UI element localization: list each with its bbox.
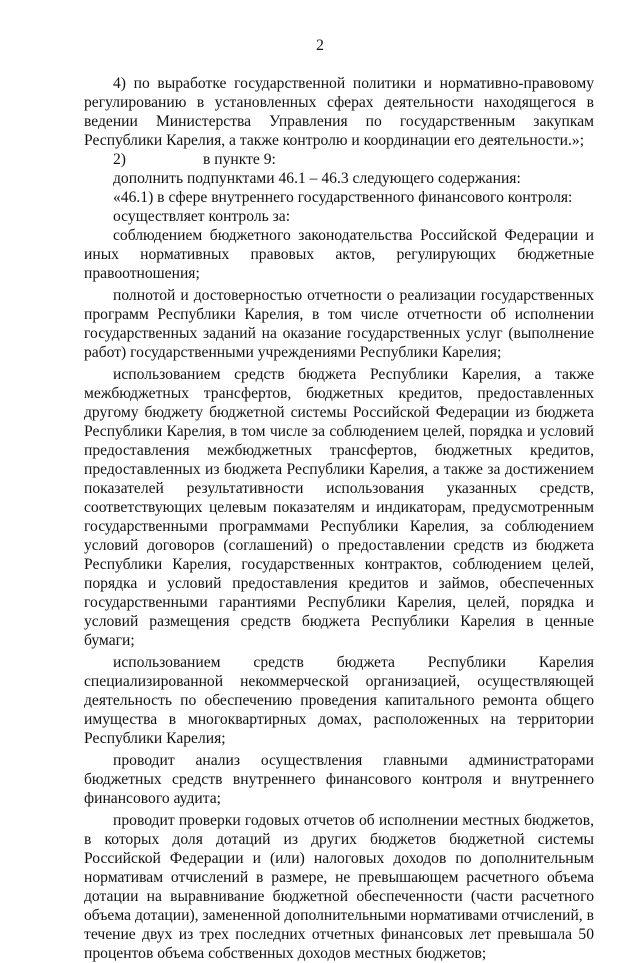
paragraph-amendment: дополнить подпунктами 46.1 – 46.3 следующего содержания: — [113, 170, 521, 187]
document-body — [84, 74, 594, 963]
paragraph-control-over: осуществляет контроль за: — [113, 208, 291, 225]
paragraph-capital-repair: использованием средств бюджета Республики Карелия специализированной некоммерческой организацией, осуществляющей деятельность по обеспечению проведения капитального ремонта общего имущества в многоквартирных домах, расположенных на территории Республики Карелия; — [84, 654, 594, 747]
paragraph-clause-4: 4) по выработке государственной политики и нормативно-правовому регулированию в установленных сферах деятельности находящегося в ведении Министерства Управления по государственным закупкам Республики Карелия, а также контролю и координации его деятельности.»; — [84, 75, 594, 149]
paragraph-budget-funds-use: использованием средств бюджета Республики Карелия, а также межбюджетных трансфертов, бюджетных кредитов, предоставленных другому бюджету бюджетной системы Российской Федерации из бюджета Республики Карелия, в том числе за соблюдением целей, порядка и условий предоставления межбюджетных трансфертов, бюджетных кредитов, предоставленных из бюджета Республики Карелия, а также за достижением показателей результативности использования указанных средств, соответствующих целевым показателям и индикаторам, предусмотренным государственными программами Республики Карелия, за соблюдением условий договоров (соглашений) о предоставлении средств из бюджета Республики Карелия, государственных контрактов, соблюдением целей, порядка и условий предоставления кредитов и займов, обеспеченных государственными гарантиями Республики Карелия, целей, порядка и условий размещения средств бюджета Республики Карелия в ценные бумаги; — [84, 366, 594, 649]
page-number: 2 — [316, 37, 324, 54]
paragraph-reporting: полнотой и достоверностью отчетности о реализации государственных программ Республики Карелия, в том числе отчетности об исполнении государственных заданий на оказание государственных услуг (выполнение работ) государственными учреждениями Республики Карелия; — [84, 287, 594, 361]
paragraph-budget-legislation: соблюдением бюджетного законодательства Российской Федерации и иных нормативных правовых актов, регулирующих бюджетные правоотношения; — [84, 227, 594, 282]
paragraph-46-1-heading: «46.1) в сфере внутреннего государственного финансового контроля: — [113, 189, 573, 206]
list-item-text: в пункте 9: — [203, 151, 276, 168]
list-item-2 — [84, 150, 594, 169]
paragraph-local-budgets: проводит проверки годовых отчетов об исполнении местных бюджетов, в которых доля дотаций из других бюджетов бюджетной системы Российской Федерации и (или) налоговых доходов по дополнительным нормативам отчислений в размере, не превышающем расчетного объема дотации на выравнивание бюджетной обеспеченности (части расчетного объема дотации), замененной дополнительными нормативами отчислений, в течение двух из трех последних отчетных финансовых лет превышала 50 процентов объема собственных доходов местных бюджетов; — [84, 812, 594, 962]
paragraph-internal-audit: проводит анализ осуществления главными администраторами бюджетных средств внутреннего финансового контроля и внутреннего финансового аудита; — [84, 752, 594, 807]
list-item-number: 2) — [113, 151, 126, 168]
